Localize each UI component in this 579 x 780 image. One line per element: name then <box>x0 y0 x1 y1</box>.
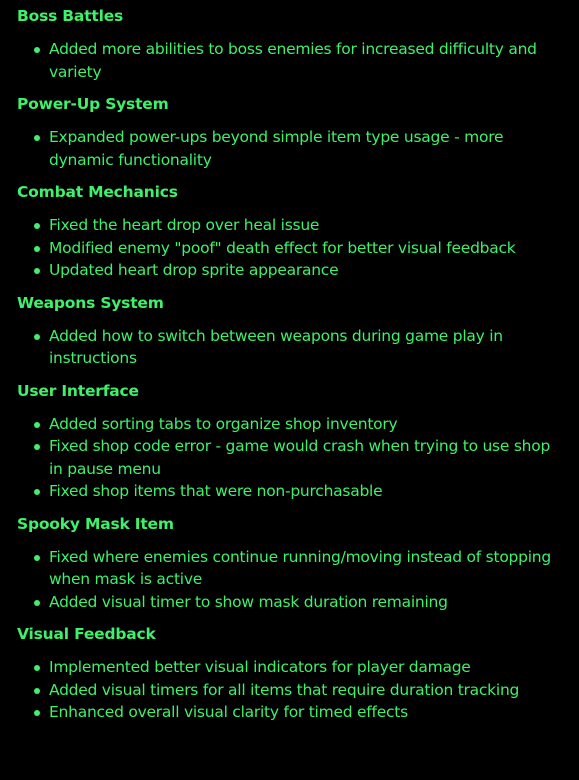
list-item <box>17 435 562 480</box>
section-title: Boss Battles <box>17 7 124 25</box>
bullet-icon <box>34 444 40 450</box>
list-item <box>17 259 562 282</box>
section-weapons-system <box>17 293 562 370</box>
bullet-icon <box>34 600 40 606</box>
bullet-icon <box>34 246 40 252</box>
list-item-text: Expanded power-ups beyond simple item type usage - more dynamic functionality <box>49 128 504 169</box>
list-item-text: Fixed shop items that were non-purchasable <box>49 482 383 500</box>
list-item <box>17 325 562 370</box>
bullet-icon <box>34 268 40 274</box>
list-item <box>17 679 562 702</box>
bullet-list <box>17 546 562 614</box>
bullet-icon <box>34 223 40 229</box>
bullet-list <box>17 413 562 503</box>
list-item-text: Fixed where enemies continue running/moving instead of stopping when mask is active <box>49 547 551 588</box>
section-boss-battles <box>17 6 562 83</box>
section-power-up-system <box>17 94 562 171</box>
bullet-icon <box>34 555 40 561</box>
list-item <box>17 701 562 724</box>
list-item <box>17 214 562 237</box>
bullet-list <box>17 214 562 282</box>
list-item-text: Updated heart drop sprite appearance <box>49 261 339 279</box>
list-item <box>17 237 562 260</box>
bullet-list <box>17 656 562 724</box>
bullet-icon <box>34 489 40 495</box>
section-visual-feedback <box>17 624 562 724</box>
section-combat-mechanics <box>17 182 562 282</box>
bullet-icon <box>34 710 40 716</box>
bullet-icon <box>34 135 40 141</box>
list-item-text: Added how to switch between weapons during game play in instructions <box>49 326 503 367</box>
section-title: Weapons System <box>17 293 164 312</box>
list-item-text: Added visual timers for all items that require duration tracking <box>49 680 520 699</box>
list-item-text: Implemented better visual indicators for player damage <box>49 658 471 676</box>
section-title: Visual Feedback <box>17 625 156 643</box>
bullet-list <box>17 126 562 171</box>
section-title: User Interface <box>17 381 139 400</box>
section-title: Power-Up System <box>17 95 169 113</box>
list-item-text: Added sorting tabs to organize shop inventory <box>49 414 398 433</box>
list-item <box>17 591 562 614</box>
list-item-text: Enhanced overall visual clarity for timed effects <box>49 703 408 721</box>
list-item-text: Fixed the heart drop over heal issue <box>49 216 320 234</box>
bullet-icon <box>34 334 40 340</box>
list-item-text: Added more abilities to boss enemies for increased difficulty and variety <box>49 40 537 81</box>
bullet-icon <box>34 47 40 53</box>
bullet-icon <box>34 688 40 694</box>
list-item <box>17 413 562 436</box>
section-user-interface <box>17 381 562 503</box>
list-item-text: Added visual timer to show mask duration remaining <box>49 592 448 611</box>
bullet-list <box>17 325 562 370</box>
section-title: Spooky Mask Item <box>17 514 174 533</box>
list-item <box>17 546 562 591</box>
bullet-list <box>17 38 562 83</box>
list-item <box>17 656 562 679</box>
list-item <box>17 126 562 171</box>
section-spooky-mask-item <box>17 514 562 614</box>
list-item <box>17 38 562 83</box>
list-item-text: Modified enemy "poof" death effect for better visual feedback <box>49 238 516 257</box>
section-title: Combat Mechanics <box>17 183 178 201</box>
list-item <box>17 480 562 503</box>
list-item-text: Fixed shop code error - game would crash when trying to use shop in pause menu <box>49 437 551 478</box>
bullet-icon <box>34 422 40 428</box>
bullet-icon <box>34 665 40 671</box>
